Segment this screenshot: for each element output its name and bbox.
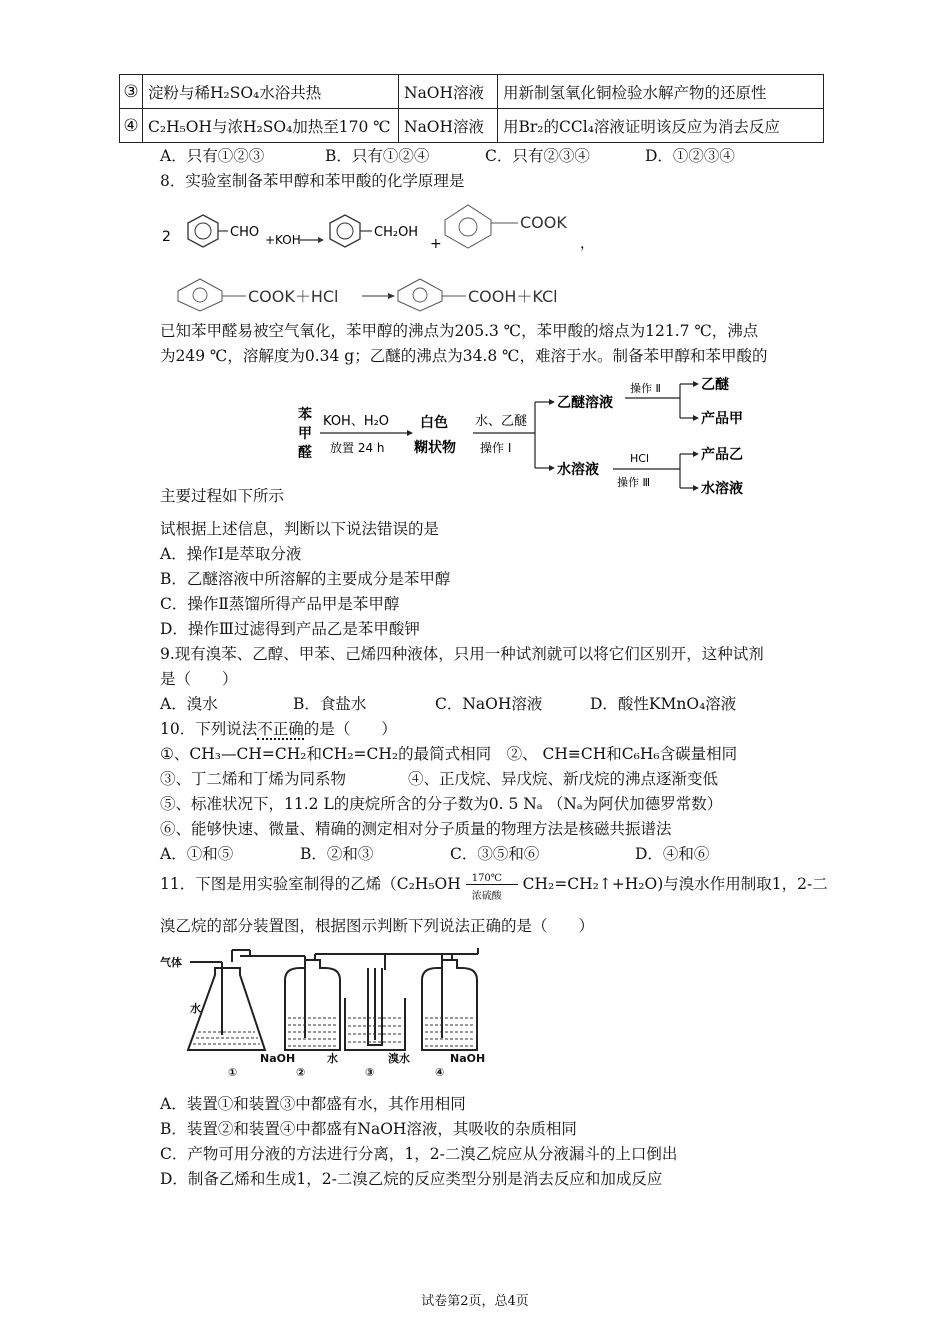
condition-arrow-icon <box>466 884 518 885</box>
apparatus-gas-label: 气体 <box>160 956 182 969</box>
q10-option-c: C．③⑤和⑥ <box>450 845 540 863</box>
q8-option-c: C．操作Ⅱ蒸馏所得产品甲是苯甲醇 <box>160 595 400 613</box>
q11-stem-line1 <box>160 873 828 902</box>
q10-item-2: ③、丁二烯和丁烯为同系物 ④、正戊烷、异戊烷、新戊烷的沸点逐渐变低 <box>160 770 719 788</box>
q7-option-d: D．①②③④ <box>645 147 735 165</box>
table-row <box>120 109 824 143</box>
q8-option-d: D．操作Ⅲ过滤得到产品乙是苯甲酸钾 <box>160 620 420 638</box>
q8-option-b: B．乙醚溶液中所溶解的主要成分是苯甲醇 <box>160 570 451 588</box>
q10-stem-b: 的是（ ） <box>303 720 397 738</box>
q8-flowchart <box>295 372 765 502</box>
flow-upper: 乙醚溶液 <box>557 395 613 411</box>
flow-product-b: 产品乙 <box>701 447 743 463</box>
page-footer: 试卷第2页，总4页 <box>421 1294 529 1309</box>
q10-option-a: A．①和⑤ <box>160 845 234 863</box>
table-cell-purpose: 用Br₂的CCl₄溶液证明该反应为消去反应 <box>498 109 824 143</box>
table-cell-reagent: NaOH溶液 <box>399 75 498 109</box>
q7-option-b: B．只有①②④ <box>325 147 430 165</box>
apparatus-label-1: ① <box>228 1066 238 1079</box>
cho-text: CHO <box>230 225 260 240</box>
apparatus-label-4: ④ <box>435 1066 445 1079</box>
flow-hcl: HCl <box>630 452 650 465</box>
coef-text: 2 <box>162 229 171 245</box>
table-cell-purpose: 用新制氢氧化铜检验水解产物的还原性 <box>498 75 824 109</box>
q10-option-b: B．②和③ <box>300 845 374 863</box>
flow-step2-top: 水、乙醚 <box>475 414 528 429</box>
q8-info-line1: 已知苯甲醛易被空气氧化，苯甲醇的沸点为205.3 ℃，苯甲酸的熔点为121.7 ℃，沸点 <box>160 322 759 340</box>
apparatus-naoh1-label: NaOH <box>260 1052 296 1065</box>
flow-product-a: 产品甲 <box>701 411 743 427</box>
plus-text: + <box>430 236 442 252</box>
table-cell-reagent: NaOH溶液 <box>399 109 498 143</box>
q9-option-c: C．NaOH溶液 <box>435 695 543 713</box>
q10-item-4: ⑥、能够快速、微量、精确的测定相对分子质量的物理方法是核磁共振谱法 <box>160 820 672 838</box>
q7-option-a: A．只有①②③ <box>160 147 265 165</box>
ch2oh-text: CH₂OH <box>374 225 419 240</box>
flow-op2: 操作 Ⅱ <box>630 382 661 395</box>
reaction-condition <box>466 873 518 902</box>
benzene-ring-icon <box>330 215 360 247</box>
q8-option-a: A．操作Ⅰ是萃取分液 <box>160 545 302 563</box>
apparatus-water2-label: 水 <box>327 1052 338 1065</box>
table-cell-num: ④ <box>120 109 143 143</box>
q11-option-b: B．装置②和装置④中都盛有NaOH溶液，其吸收的杂质相同 <box>160 1120 577 1138</box>
flow-step1-bottom: 放置 24 h <box>330 441 385 455</box>
condition-top: 170℃ <box>471 873 502 884</box>
q9-stem-line2: 是（ ） <box>160 670 238 688</box>
cooh-kcl-text: COOH＋KCl <box>468 287 558 306</box>
q10-option-d: D．④和⑥ <box>635 845 710 863</box>
q8-title: 8．实验室制备苯甲醇和苯甲酸的化学原理是 <box>160 172 465 190</box>
benzene-ring-icon <box>188 215 218 247</box>
table-row <box>120 75 824 109</box>
q10-item-1: ①、CH₃—CH=CH₂和CH₂=CH₂的最简式相同 ②、 CH≡CH和C₆H₆含碳量相同 <box>160 745 738 763</box>
q9-option-d: D．酸性KMnO₄溶液 <box>590 695 737 713</box>
apparatus-water-label: 水 <box>190 1002 201 1015</box>
benzene-ring-icon <box>178 279 222 311</box>
apparatus-label-2: ② <box>296 1066 306 1079</box>
table-cell-num: ③ <box>120 75 143 109</box>
q11-option-a: A．装置①和装置③中都盛有水，其作用相同 <box>160 1095 466 1113</box>
q9-stem-line1: 9.现有溴苯、乙醇、甲苯、己烯四种液体，只用一种试剂就可以将它们区别开，这种试剂 <box>160 645 764 663</box>
flow-start-3: 醛 <box>298 445 312 461</box>
q9-option-b: B．食盐水 <box>293 695 367 713</box>
q11-stem-a: 11．下图是用实验室制得的乙烯（C₂H₅OH <box>160 875 461 893</box>
cook-hcl-text: COOK＋HCl <box>248 287 339 306</box>
table-cell-experiment: 淀粉与稀H₂SO₄水浴共热 <box>143 75 399 109</box>
q10-stem-a: 10．下列说法 <box>160 720 258 738</box>
flow-water: 水溶液 <box>701 481 743 497</box>
q11-stem-b: CH₂=CH₂↑+H₂O)与溴水作用制取1，2-二 <box>522 875 828 893</box>
koh-text: +KOH <box>265 233 301 247</box>
comma-text: ， <box>580 236 594 252</box>
flow-mid-2: 糊状物 <box>414 440 456 456</box>
q9-option-a: A．溴水 <box>160 695 218 713</box>
condition-bottom: 浓硫酸 <box>471 891 502 902</box>
q10-item-3: ⑤、标准状况下，11.2 L的庚烷所含的分子数为0. 5 Nₐ （Nₐ为阿伏加德罗常数） <box>160 795 723 813</box>
q8-reaction-scheme <box>150 193 790 318</box>
flow-step1-top: KOH、H₂O <box>323 414 390 429</box>
apparatus-label-3: ③ <box>365 1066 375 1079</box>
q8-process-label: 主要过程如下所示 <box>160 487 285 505</box>
table-cell-experiment: C₂H₅OH与浓H₂SO₄加热至170 ℃ <box>143 109 399 143</box>
q7-option-c: C．只有②③④ <box>485 147 590 165</box>
flow-op3: 操作 Ⅲ <box>617 476 651 489</box>
flow-lower: 水溶液 <box>557 462 599 478</box>
apparatus-bromine-label: 溴水 <box>388 1052 410 1065</box>
q11-stem-line2: 溴乙烷的部分装置图，根据图示判断下列说法正确的是（ ） <box>160 917 595 935</box>
flow-mid-1: 白色 <box>420 415 448 431</box>
q10-stem-emphasis: 不正确 <box>257 720 304 738</box>
q8-info-line2: 为249 ℃，溶解度为0.34 g；乙醚的沸点为34.8 ℃，难溶于水。制备苯甲醇和苯甲酸的 <box>160 347 768 365</box>
benzene-ring-icon <box>445 205 491 248</box>
benzene-ring-icon <box>398 279 442 311</box>
flow-start-1: 苯 <box>298 407 312 423</box>
q11-option-c: C．产物可用分液的方法进行分离，1，2-二溴乙烷应从分液漏斗的上口倒出 <box>160 1145 678 1163</box>
q11-apparatus <box>160 940 505 1080</box>
flow-ether: 乙醚 <box>701 377 729 393</box>
flow-step2-bottom: 操作 Ⅰ <box>480 441 512 455</box>
q8-stem: 试根据上述信息，判断以下说法错误的是 <box>160 520 440 538</box>
experiment-table <box>119 74 824 143</box>
q10-stem <box>160 718 397 740</box>
q11-option-d: D．制备乙烯和生成1，2-二溴乙烷的反应类型分别是消去反应和加成反应 <box>160 1170 663 1188</box>
flow-start-2: 甲 <box>298 426 312 442</box>
apparatus-naoh2-label: NaOH <box>450 1052 486 1065</box>
cook-text: COOK <box>520 213 567 232</box>
